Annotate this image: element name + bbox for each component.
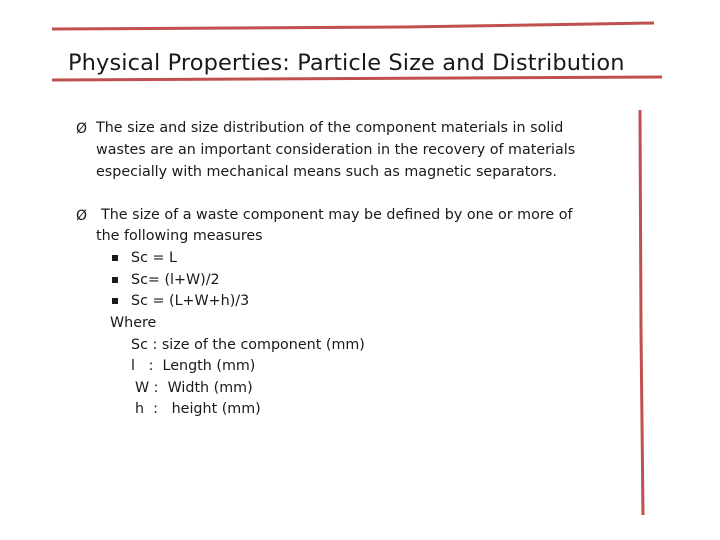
square-bullet-icon — [112, 298, 118, 304]
bullet-1-line-2: wastes are an important consideration in the recovery of materials — [96, 142, 576, 158]
arrow-bullet-icon: Ø — [76, 121, 88, 137]
bullet-1-line-1: The size and size distribution of the component materials in solid — [96, 120, 564, 136]
square-bullet-icon — [112, 277, 118, 283]
definition-l: l : Length (mm) — [131, 358, 256, 374]
right-border-line-bottom — [641, 330, 643, 515]
top-border-line-left — [52, 27, 403, 29]
right-border-line-top — [640, 110, 641, 330]
top-border-line-right — [403, 24, 593, 27]
definition-w: W : Width (mm) — [135, 380, 253, 396]
definition-sc: Sc : size of the component (mm) — [131, 337, 365, 353]
bullet-2-line-1: The size of a waste component may be defined by one or more of — [101, 207, 573, 223]
slide-title: Physical Properties: Particle Size and Distribution — [68, 50, 625, 76]
arrow-bullet-icon: Ø — [76, 208, 88, 224]
title-underline — [52, 77, 662, 80]
where-label: Where — [110, 315, 157, 331]
bullet-1-line-3: especially with mechanical means such as magnetic separators. — [96, 164, 557, 180]
square-bullet-icon — [112, 255, 118, 261]
formula-sc-l: Sc = L — [131, 250, 177, 266]
bullet-2-line-2: the following measures — [96, 228, 263, 244]
definition-h: h : height (mm) — [135, 401, 261, 417]
formula-sc-lwh: Sc = (L+W+h)/3 — [131, 293, 250, 309]
top-border-line-right-end — [593, 23, 654, 24]
formula-sc-lw: Sc= (l+W)/2 — [131, 272, 220, 288]
